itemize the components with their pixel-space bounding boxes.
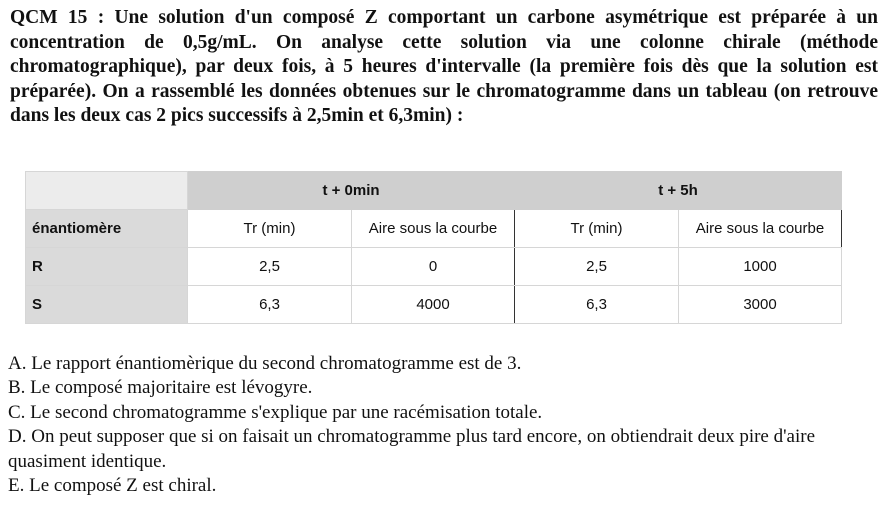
answer-a[interactable]: A. Le rapport énantiomèrique du second chromatogramme est de 3. bbox=[8, 353, 522, 374]
group-header-t0: t + 0min bbox=[188, 172, 515, 210]
cell-s-area-t0: 4000 bbox=[352, 286, 515, 324]
table-corner-cell bbox=[26, 172, 188, 210]
row-label-s: S bbox=[26, 286, 188, 324]
chromatogram-table bbox=[25, 171, 842, 324]
subheader-area-t0: Aire sous la courbe bbox=[352, 210, 515, 248]
question-text: QCM 15 : Une solution d'un composé Z comportant un carbone asymétrique est préparée à un concentration de 0,5g/mL. On analyse cette solution via une colonne chirale (méthode chromatographique), par deux fois, à 5 heures d'intervalle (la première fois dès que la solution est préparée). On a rassemblé les données obtenues sur le chromatogramme dans un tableau (on retrouve dans les deux cas 2 pics successifs à 2,5min et 6,3min) : bbox=[10, 7, 878, 126]
table-row bbox=[26, 286, 842, 324]
group-header-t5h: t + 5h bbox=[515, 172, 842, 210]
answer-c[interactable]: C. Le second chromatogramme s'explique par une racémisation totale. bbox=[8, 401, 543, 423]
cell-r-tr-t0: 2,5 bbox=[188, 248, 352, 286]
cell-r-area-t5h: 1000 bbox=[679, 248, 842, 286]
subheader-tr-t0: Tr (min) bbox=[188, 210, 352, 248]
subheader-tr-t5h: Tr (min) bbox=[515, 210, 679, 248]
cell-s-tr-t5h: 6,3 bbox=[515, 286, 679, 324]
cell-r-tr-t5h: 2,5 bbox=[515, 248, 679, 286]
table-subheader-row bbox=[26, 210, 842, 248]
answer-list bbox=[8, 352, 883, 498]
cell-s-area-t5h: 3000 bbox=[679, 286, 842, 324]
table-row bbox=[26, 248, 842, 286]
table-group-header-row bbox=[26, 172, 842, 210]
answer-b[interactable]: B. Le composé majoritaire est lévogyre. bbox=[8, 377, 313, 399]
row-label-r: R bbox=[26, 248, 188, 286]
row-header-label: énantiomère bbox=[26, 210, 188, 248]
subheader-area-t5h: Aire sous la courbe bbox=[679, 210, 842, 248]
answer-d[interactable]: D. On peut supposer que si on faisait un chromatogramme plus tard encore, on obtiendrait deux pire d'aire quasiment identique. bbox=[8, 426, 815, 472]
cell-s-tr-t0: 6,3 bbox=[188, 286, 352, 324]
cell-r-area-t0: 0 bbox=[352, 248, 515, 286]
answer-e[interactable]: E. Le composé Z est chiral. bbox=[8, 475, 217, 497]
